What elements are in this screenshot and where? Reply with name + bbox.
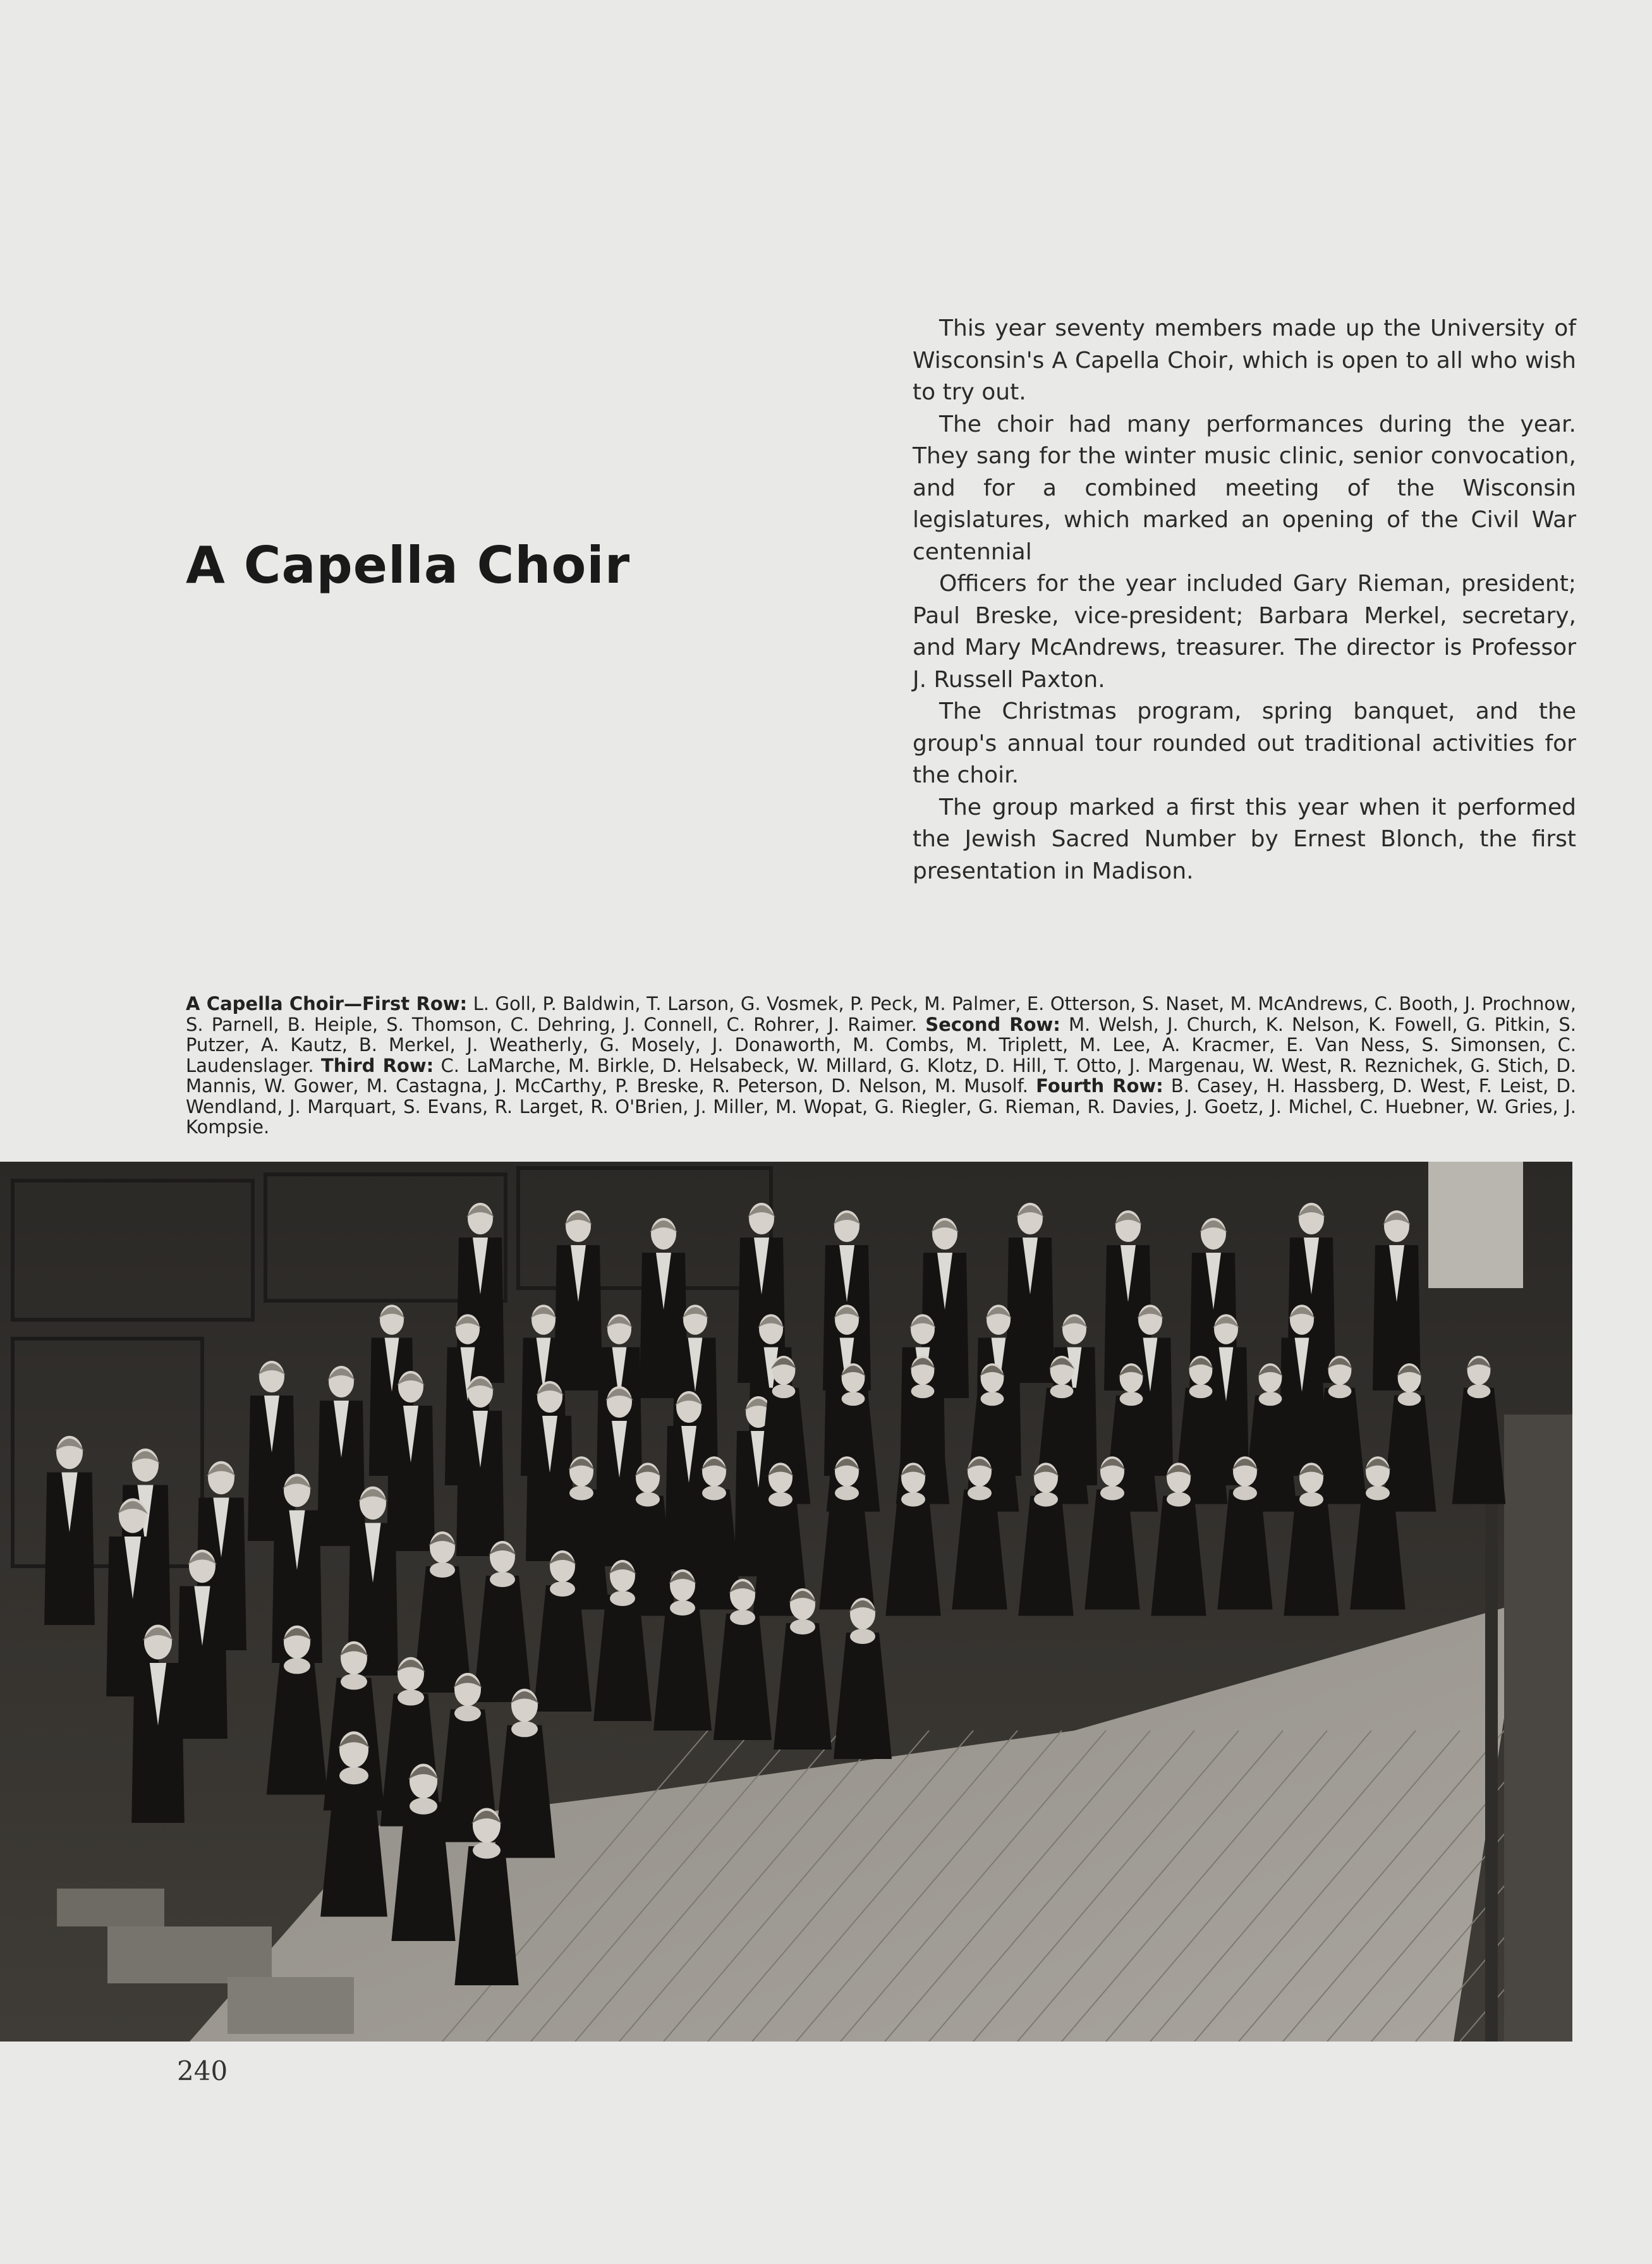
caption-lead: A Capella Choir—First Row: xyxy=(186,993,468,1014)
riser xyxy=(107,1926,272,1983)
balcony xyxy=(1504,1415,1572,2042)
choir-photo-graphic xyxy=(0,1162,1572,2042)
article-paragraph: The choir had many performances during the year. They sang for the winter music clinic, senior convocation, and for a combined meeting of the Wisconsin legislatures, which marked an opening of the Civil War centennial xyxy=(913,411,1576,565)
caption-fourth-label: Fourth Row: xyxy=(1036,1075,1163,1097)
caption-second-label: Second Row: xyxy=(925,1013,1060,1035)
page-number: 240 xyxy=(177,2055,228,2086)
choir-photo xyxy=(0,1162,1572,2042)
article-paragraph: The Christmas program, spring banquet, and the group's annual tour rounded out traditional activities for the choir. xyxy=(913,698,1576,788)
article-paragraph: Officers for the year included Gary Rieman, president; Paul Breske, vice-president; Barbara Merkel, secretary, and Mary McAndrews, treasurer. The director is Professor J. Russell Paxton. xyxy=(913,571,1576,693)
riser xyxy=(228,1977,354,2034)
article-body xyxy=(913,313,1576,887)
caption-fourth-row: B. Casey, H. Hassberg, D. West, F. Leist, D. Wendland, J. Marquart, S. Evans, R. Larget, R. O'Brien, J. Miller, M. Wopat, G. Riegler, G. Rieman, R. Davies, J. Goetz, J. Michel, C. Huebner, W. Gries, J. Kompsie. xyxy=(186,1075,1576,1138)
photo-window xyxy=(1428,1162,1523,1288)
caption-third-row: C. LaMarche, M. Birkle, D. Helsabeck, W. Millard, G. Klotz, D. Hill, T. Otto, J. Margenau, W. West, R. Reznichek, G. Stich, D. Mannis, W. Gower, M. Castagna, J. McCarthy, P. Breske, R. Peterson, D. Nelson, M. Musolf. xyxy=(186,1054,1577,1097)
riser xyxy=(57,1889,164,1926)
article-paragraph: The group marked a first this year when it performed the Jewish Sacred Number by Ernest Blonch, the first presentation in Madison. xyxy=(913,794,1576,884)
page-title: A Capella Choir xyxy=(186,536,631,595)
article-paragraph: This year seventy members made up the University of Wisconsin's A Capella Choir, which is open to all who wish to try out. xyxy=(913,315,1576,405)
photo-caption xyxy=(186,994,1576,1138)
caption-third-label: Third Row: xyxy=(320,1054,434,1076)
caption-second-row: M. Welsh, J. Church, K. Nelson, K. Fowell, G. Pitkin, S. Putzer, A. Kautz, B. Merkel, J. Weatherly, G. Mosely, J. Donaworth, M. Combs, M. Triplett, M. Lee, A. Kracmer, E. Van Ness, S. Simonsen, C. Laudenslager. xyxy=(186,1013,1577,1076)
caption-first-row: L. Goll, P. Baldwin, T. Larson, G. Vosmek, P. Peck, M. Palmer, E. Otterson, S. Naset, M. McAndrews, C. Booth, J. Prochnow, S. Parnell, B. Heiple, S. Thomson, C. Dehring, J. Connell, C. Rohrer, J. Raimer. xyxy=(186,993,1577,1035)
balcony-rail xyxy=(1485,1433,1498,2042)
